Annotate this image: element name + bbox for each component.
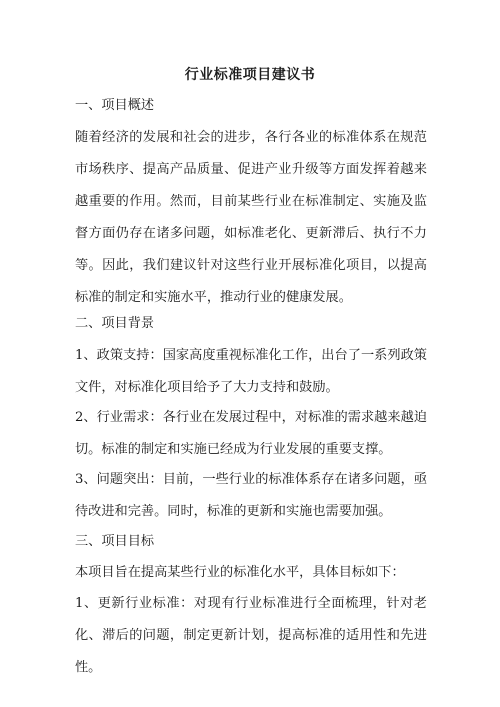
- goals-intro: 本项目旨在提高某些行业的标准化水平，具体目标如下：: [75, 565, 405, 580]
- background-item-problems: 3、问题突出：目前，一些行业的标准体系存在诸多问题，亟待改进和完善。同时，标准的更新和实施也需要加强。: [75, 472, 427, 519]
- overview-paragraph: 随着经济的发展和社会的进步，各行各业的标准体系在规范市场秩序、提高产品质量、促进产业升级等方面发挥着越来越重要的作用。然而，目前某些行业在标准制定、实施及监督方面仍存在诸多问题，如标准老化、更新滞后、执行不力等。因此，我们建议针对这些行业开展标准化项目，以提高标准的制定和实施水平，推动行业的健康发展。: [75, 130, 427, 305]
- section-heading-background: 二、项目背景: [75, 316, 155, 331]
- background-item-policy: 1、政策支持：国家高度重视标准化工作，出台了一系列政策文件，对标准化项目给予了大力支持和鼓励。: [75, 348, 427, 395]
- section-heading-overview: 一、项目概述: [75, 98, 155, 113]
- goals-item-update-standards: 1、更新行业标准：对现有行业标准进行全面梳理，针对老化、滞后的问题，制定更新计划，提高标准的适用性和先进性。: [75, 596, 427, 675]
- section-heading-goals: 三、项目目标: [75, 534, 155, 549]
- document-title: 行业标准项目建议书: [184, 67, 316, 83]
- background-item-demand: 2、行业需求：各行业在发展过程中，对标准的需求越来越迫切。标准的制定和实施已经成为行业发展的重要支撑。: [75, 410, 427, 457]
